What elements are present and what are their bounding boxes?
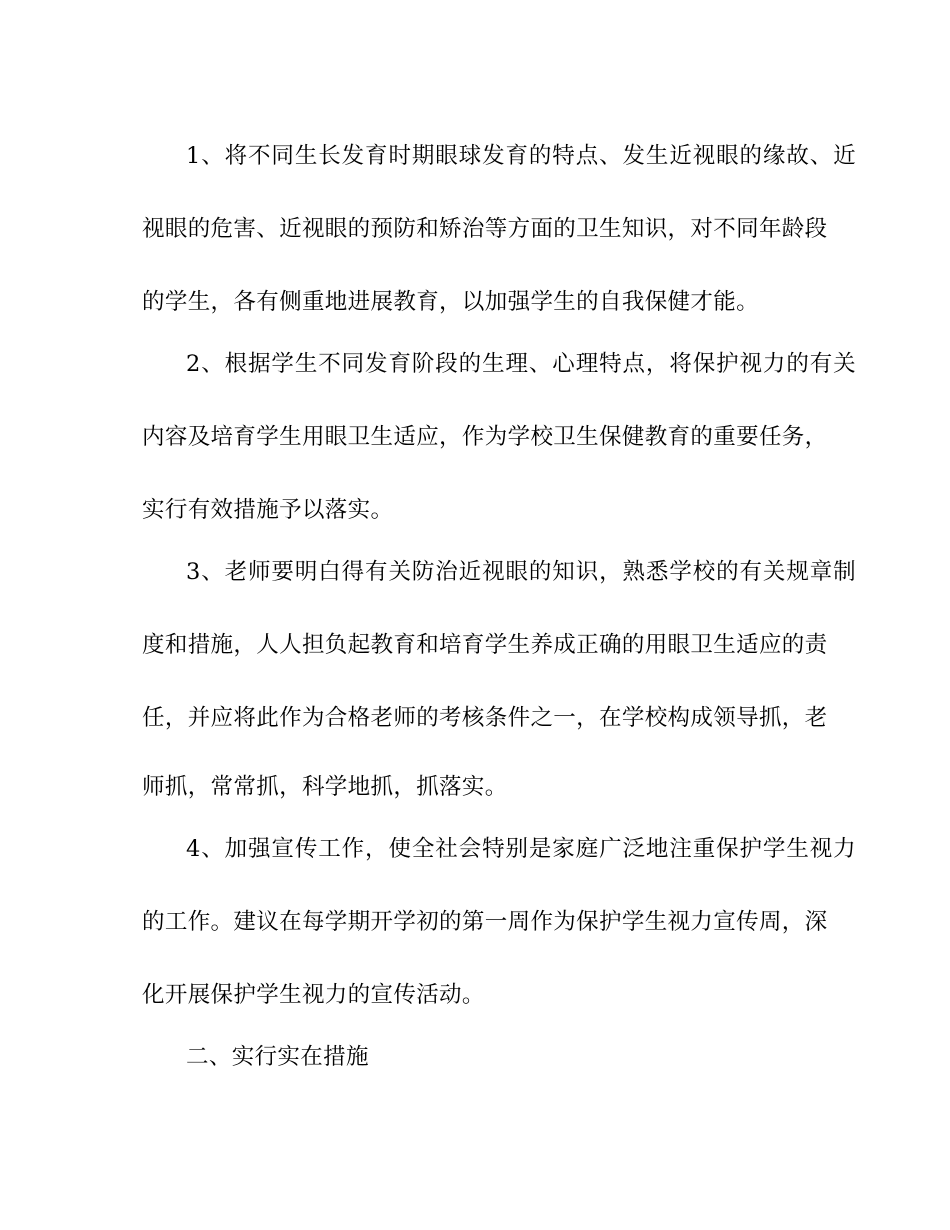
section-heading: 二、实行实在措施 — [186, 1044, 369, 1070]
paragraph-4-line-1: 4、加强宣传工作，使全社会特别是家庭广泛地注重保护学生视力 — [186, 836, 856, 862]
paragraph-4-line-3: 化开展保护学生视力的宣传活动。 — [142, 982, 485, 1008]
paragraph-1-line-1: 1、将不同生长发育时期眼球发育的特点、发生近视眼的缘故、近 — [186, 143, 856, 169]
paragraph-2-line-2: 内容及培育学生用眼卫生适应，作为学校卫生保健教育的重要任务， — [142, 424, 828, 450]
paragraph-3-line-2: 度和措施，人人担负起教育和培育学生养成正确的用眼卫生适应的责 — [142, 632, 828, 658]
paragraph-2-line-3: 实行有效措施予以落实。 — [142, 497, 394, 523]
paragraph-3-line-4: 师抓，常常抓，科学地抓，抓落实。 — [142, 774, 508, 800]
paragraph-3-line-1: 3、老师要明白得有关防治近视眼的知识，熟悉学校的有关规章制 — [186, 559, 856, 585]
paragraph-3-line-3: 任，并应将此作为合格老师的考核条件之一，在学校构成领导抓，老 — [142, 705, 828, 731]
paragraph-2-line-1: 2、根据学生不同发育阶段的生理、心理特点，将保护视力的有关 — [186, 351, 856, 377]
paragraph-1-line-3: 的学生，各有侧重地进展教育，以加强学生的自我保健才能。 — [142, 289, 759, 315]
paragraph-1-line-2: 视眼的危害、近视眼的预防和矫治等方面的卫生知识，对不同年龄段 — [142, 216, 828, 242]
paragraph-4-line-2: 的工作。建议在每学期开学初的第一周作为保护学生视力宣传周，深 — [142, 909, 828, 935]
